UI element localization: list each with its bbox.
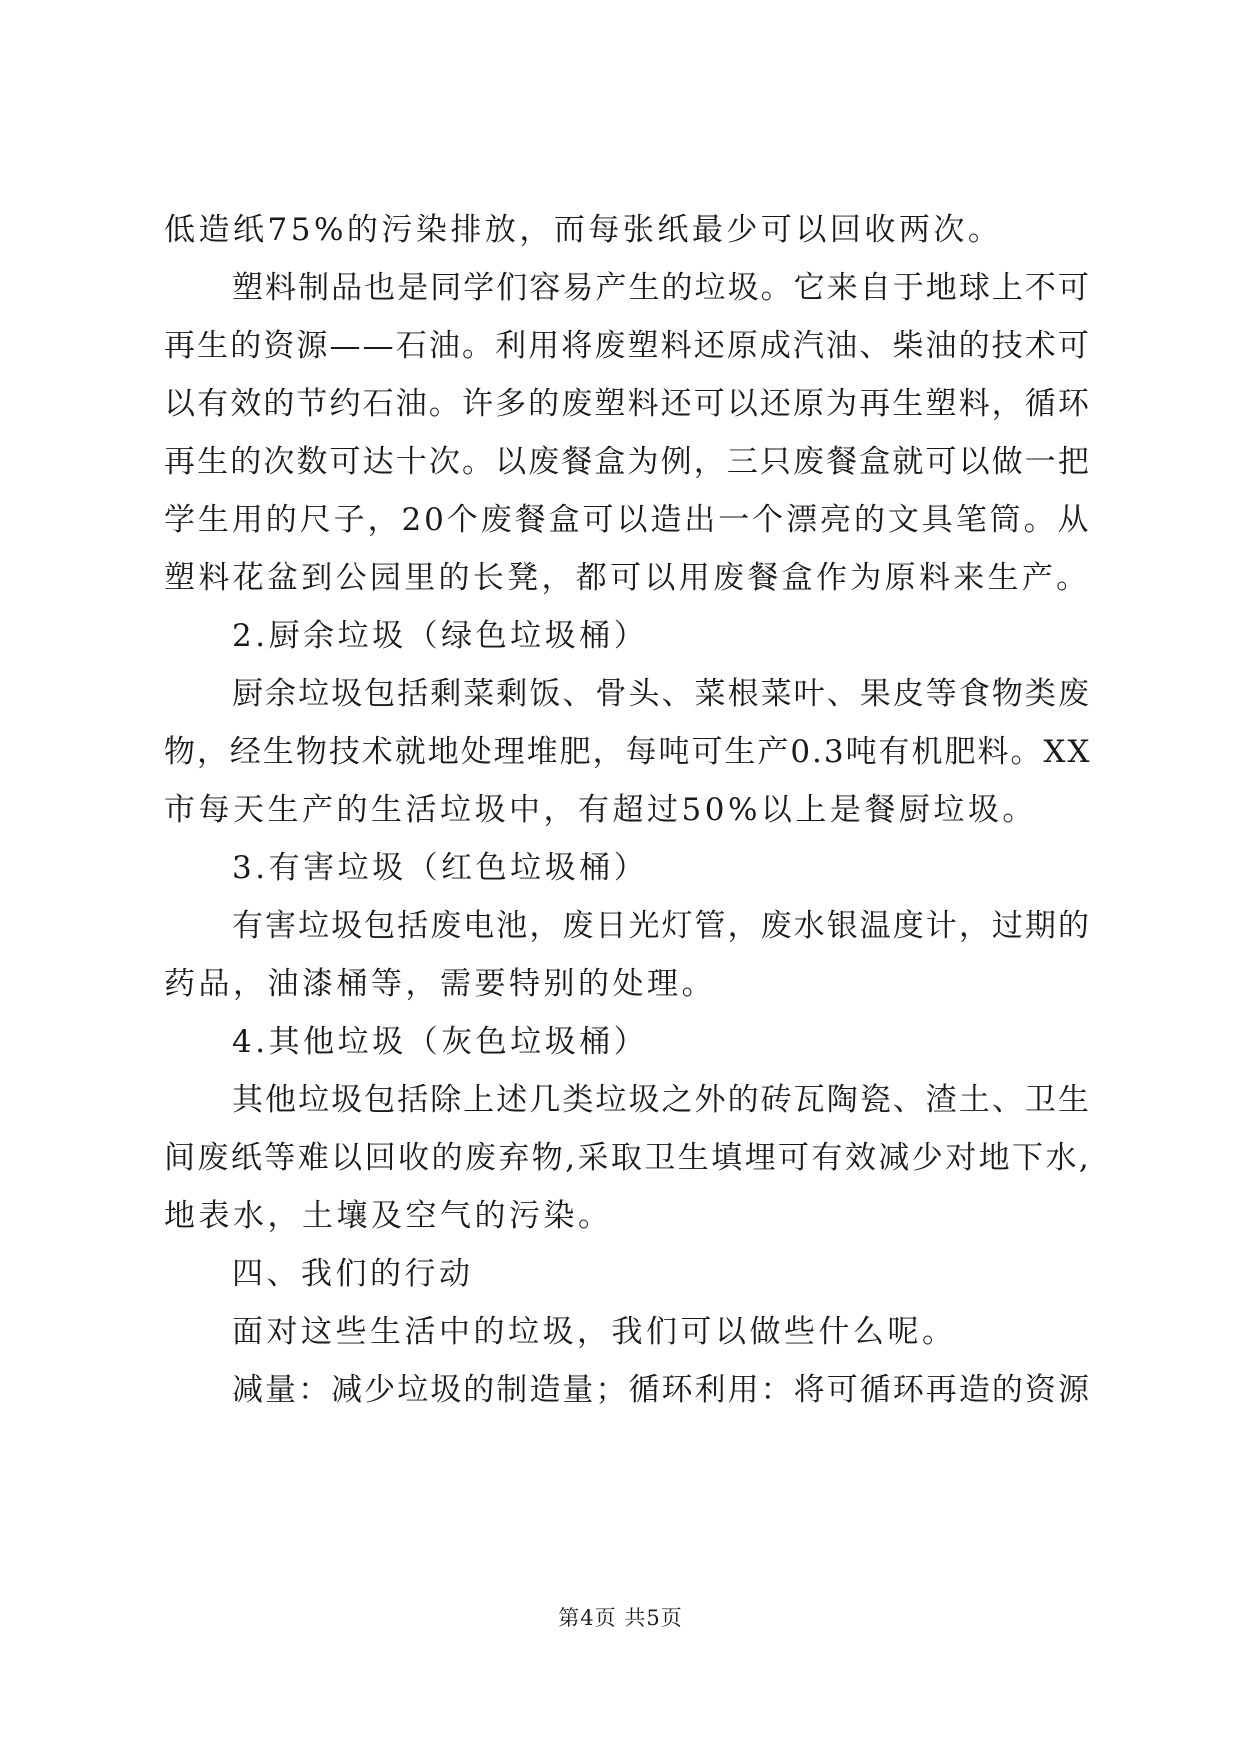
text-line: 药品，油漆桶等，需要特别的处理。 — [164, 966, 716, 1002]
paragraph-start-line: 厨余垃圾包括剩菜剩饭、骨头、菜根菜叶、果皮等食物类废 — [232, 676, 1091, 712]
text-line: 以有效的节约石油。许多的废塑料还可以还原为再生塑料，循环 — [164, 386, 1091, 422]
section-heading: 2.厨余垃圾（绿色垃圾桶） — [232, 618, 649, 654]
paragraph-start-line: 塑料制品也是同学们容易产生的垃圾。它来自于地球上不可 — [232, 270, 1091, 306]
text-line: 再生的次数可达十次。以废餐盒为例，三只废餐盒就可以做一把 — [164, 444, 1091, 480]
text-line: 地表水，土壤及空气的污染。 — [164, 1198, 613, 1234]
text-line: 再生的资源——石油。利用将废塑料还原成汽油、柴油的技术可 — [164, 328, 1091, 364]
text-line: 物，经生物技术就地处理堆肥，每吨可生产0.3吨有机肥料。XX — [164, 734, 1092, 770]
paragraph-start-line: 减量：减少垃圾的制造量；循环利用：将可循环再造的资源 — [232, 1372, 1091, 1408]
text-line: 间废纸等难以回收的废弃物,采取卫生填埋可有效减少对地下水, — [164, 1140, 1092, 1176]
section-heading: 3.有害垃圾（红色垃圾桶） — [232, 850, 649, 886]
paragraph-start-line: 其他垃圾包括除上述几类垃圾之外的砖瓦陶瓷、渣土、卫生 — [232, 1082, 1091, 1118]
text-line: 市每天生产的生活垃圾中，有超过50%以上是餐厨垃圾。 — [164, 792, 1037, 828]
text-line: 塑料花盆到公园里的长凳，都可以用废餐盒作为原料来生产。 — [164, 560, 1091, 596]
paragraph-start-line: 面对这些生活中的垃圾，我们可以做些什么呢。 — [232, 1314, 957, 1350]
page-number-footer: 第4页 共5页 — [558, 1606, 683, 1630]
text-line: 学生用的尺子，20个废餐盒可以造出一个漂亮的文具笔筒。从 — [164, 502, 1092, 538]
text-line: 低造纸75%的污染排放，而每张纸最少可以回收两次。 — [164, 212, 1003, 248]
section-heading: 四、我们的行动 — [232, 1256, 474, 1292]
paragraph-start-line: 有害垃圾包括废电池，废日光灯管，废水银温度计，过期的 — [232, 908, 1091, 944]
section-heading: 4.其他垃圾（灰色垃圾桶） — [232, 1024, 649, 1060]
